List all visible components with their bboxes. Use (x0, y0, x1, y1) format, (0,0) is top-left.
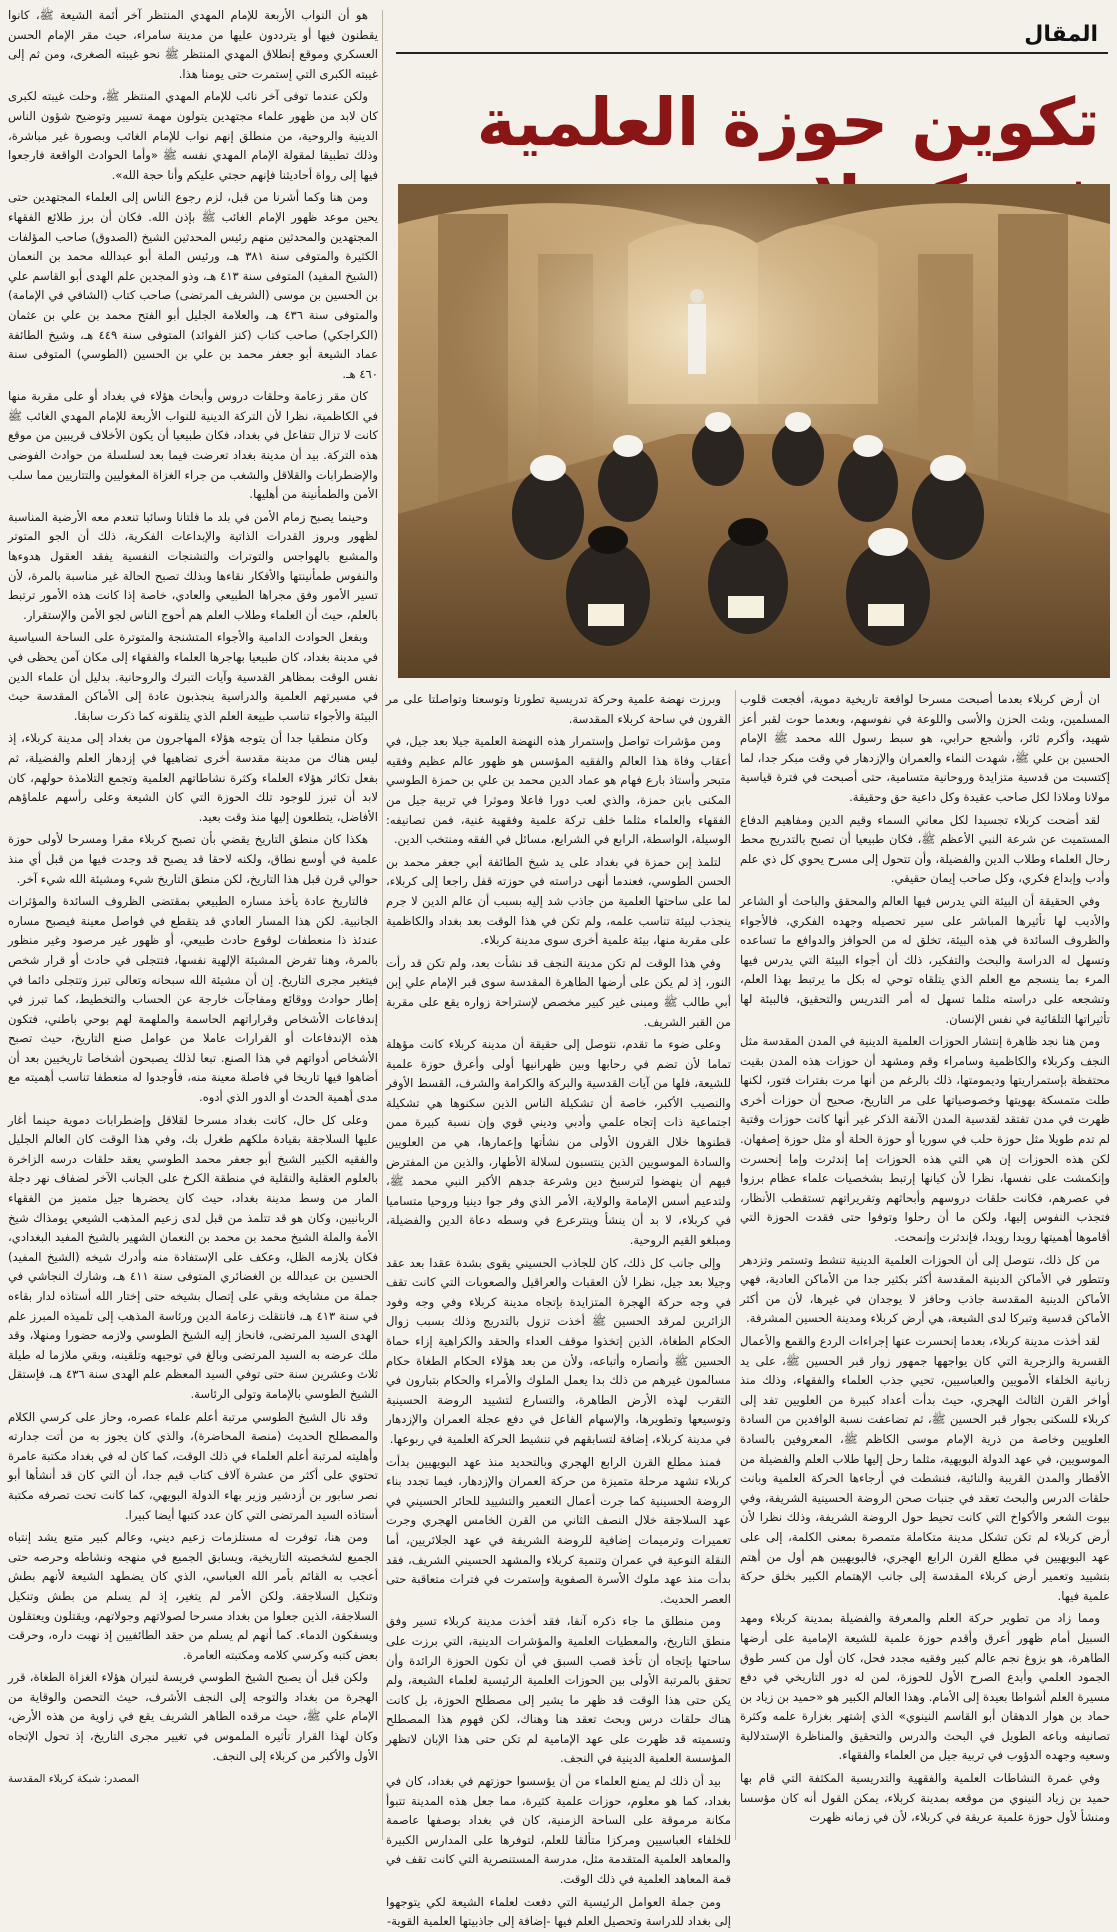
article-paragraph: ومما زاد من تطوير حركة العلم والمعرفة والفضيلة بمدينة كربلاء ومهد السبيل أمام ظهور أعرق وأقدم حوزة علمية للشيعة الإمامية على أرضها الطاهرة، هو بزوغ نجم عالم كبير وفقيه مجدد فحل، كان أول من كسر طوق الجمود العلمي وأبدع الصرح الأول للحوزة، لمن له دور التاريخي في دفع مسيرة العلم أشواطا بعيدة إلى الأمام. وهذا العالم الكبير هو «حميد بن زياد بن حماد بن هوار الدهقان أبو القاسم النينوي» الذي إشتهر بغزارة علمه وكثرة تصانيفه وباعه الطويل في البحث والدرس والتحقيق والمناظرة الإستدلالية وسعيه وجهده الدؤوب في تربية جيل من العلماء والفقهاء. (740, 1611, 1110, 1763)
article-paragraph: فمنذ مطلع القرن الرابع الهجري وبالتحديد منذ عهد البويهيين بدأت كربلاء تشهد مرحلة متميزة من حركة العمران والإزدهار، فيما تجدد بناء الروضة الحسينية كما جرت أعمال التعمير والتشييد للحائر الحسيني في عهد السلاجقة خلال النصف الثاني من القرن الخامس الهجري وجرت تعميرات وترميمات إضافية للروضة الشريفة في عهد الجلائريين، أما النقلة النوعية في عمران وتنمية كربلاء والمشهد الحسيني الشريف، فقد بدأت منذ عهد ملوك الأسرة الصفوية وإستمرت في فترات متعاقبة حتى العصر الحديث. (386, 1454, 731, 1606)
article-paragraph: لتلمذ إبن حمزة في بغداد على يد شيخ الطائفة أبي جعفر محمد بن الحسن الطوسي، فعندما أنهى دراسته في حوزته قفل راجعا إلى كربلاء، لما على ساحتها العلمية من جاذب شد إليه بسبب أن عالم الدين لا جرم ينجذب لبيئة تناسب علمه، ولم تكن في هذا الوقت بعد بغداد والكاظمية على مقربة منها، بيئة علمية أخرى سوى مدينة كربلاء. (386, 854, 731, 948)
article-paragraph: وفي هذا الوقت لم تكن مدينة النجف قد نشأت بعد، ولم تكن قد رأت النور، إذ لم يكن على أرضها الطاهرة المقدسة سوى قبر الإمام علي إبن أبي طالب ﷺ ومبنى غير كبير مخصص لإستراحة زواره يقع على مقربة من القبر الشريف. (386, 955, 731, 1029)
article-paragraph: وبفعل الحوادث الدامية والأجواء المتشنجة والمتوترة على الساحة السياسية في مدينة بغداد، كان طبيعيا بهاجرها العلماء والفقهاء إلى مكان آمن يحظى في نفس الوقت بمظاهر القدسية وآيات التبرك والروحانية. بدليل أن علماء الدين في مسيرتهم العلمية والدراسية ينجذبون عادة إلى الأماكن المقدسة حيث البيئة والأجواء تناسب طبيعة العلم الذي يتلقونه كما ذكرت سابقا. (8, 630, 378, 723)
article-paragraph: لقد أضحت كربلاء تجسيدا لكل معاني السماء وقيم الدين ومفاهيم الدفاع المستميت عن شرعة النبي الأعظم ﷺ، فكان طبيعيا أن تصبح بالتدريج محط رحال العلماء وطلاب الدين والفضيلة، وأن تتحول إلى مسرح يحوي كل ذي علم وأدب وإبداع فكري، وكل صاحب إيمان حقيقي. (740, 812, 1110, 886)
article-paragraph: وإلى جانب كل ذلك، كان للجاذب الحسيني يقوى بشدة عقدا بعد عقد وجيلا بعد جيل، نظرا لأن العقبات والعراقيل والصعوبات التي كانت تقف في وجه حركة الهجرة المتزايدة بإتجاه مدينة كربلاء وفي وجه وفود الزائرين لمرقد الحسين ﷺ أخذت تزول بالتدريج وذلك بسبب زوال الحكام الطغاة، الذين إتخذوا موقف العداء والحقد والكراهية إزاء حماة الحسين ﷺ وأنصاره وأتباعه، ولأن من بعد هؤلاء الحكام الطغاة حكام مسالمون غيرهم من ذلك بدا يعمل الملوك والأمراء والحكام بتبارون في التقرب لهذه الأرض الطاهرة، والتسارع لتشييد الروضة الحسينية وتوسيعها وتطويرها، والإسهام الفاعل في دفع عجلة العمران والإزدهار في مدينة كربلاء، إضافة لتسابقهم في تنشيط الحركة العلمية في ربوعها. (386, 1255, 731, 1446)
article-paragraph: ولكن قبل أن يصبح الشيخ الطوسي فريسة لنيران هؤلاء الغزاة الطغاة، قرر الهجرة من بغداد والتوجه إلى النجف الأشرف، حيث التحصن والوقاية من الإمام علي ﷺ، حيث مرقده الطاهر الشريف يقع في زاوية من هذه الأرض، وكان لهذا القرار تأثيره الملموس في تغيير مجرى التاريخ، إذ تحول الإتجاه الأول والأكبر من كربلاء إلى النجف. (8, 1670, 378, 1763)
article-title: تكوين حوزة العلمية (476, 84, 1100, 161)
article-paragraph: وفي الحقيقة أن البيئة التي يدرس فيها العالم والمحقق والباحث أو الشاعر والأديب لها تأثيرها المباشر على سير تحصيله وجهده الفكري، فالأجواء والظروف السائدة في هذه البيئة، تخلق له من الحوافز والدوافع ما تساعده وتسهل له الدراسة والبحث والتفكير، ذلك أن أجواء البيئة التي يدرس فيها المرء بما ينسجم مع العلم الذي يتلقاه توحي له بكل ما يرتبط بهذا العلم، وتشجعه على دراسته مثلما تسهل له أمر التدريس والتحقيق، فالبيئة لها تأثيراتها التلقائية في نفس الإنسان. (740, 893, 1110, 1026)
article-paragraph: ومن منطلق ما جاء ذكره آنفا، فقد أخذت مدينة كربلاء تسير وفق منطق التاريخ، والمعطيات العلمية والمؤشرات الدينية، التي برزت على ساحتها بإتجاه أن تأخذ قصب السبق في أن تكون الحوزة الرائدة وأن تحقق بالمرتبة الأولى بين الحوزات العلمية الرئيسية لعلماء الشيعة، ولم يكن حتى هذا الوقت قد ظهر ما يشير إلى مصطلح الحوزة، بل كانت هناك حلقات درس وبحث تعقد هنا وهناك، لكن فهوم هذا المصطلح وتسميته قد ظهرت على عهد الإمامية لم تكن حتى هذا الإبان لاتظهر المؤسسة العلمية الدينية في النجف. (386, 1614, 731, 1766)
article-paragraph: وبرزت نهضة علمية وحركة تدريسية تطورتا وتوسعتا وتواصلتا على مر القرون في ساحة كربلاء المقدسة. (386, 692, 731, 726)
article-paragraph: هكذا كان منطق التاريخ يقضي بأن تصبح كربلاء مقرا ومسرحا لأولى حوزة علمية في أوسع نطاق، ولكنه لاحقا قد يصبح قد وجدت فيها من قبل أي منذ حوالي قرن قبل هذا التاريخ، لكن منطق التاريخ شيء ومشيئة الله شيء آخر. (8, 832, 378, 886)
article-paragraph: بيد أن ذلك لم يمنع العلماء من أن يؤسسوا حوزتهم في بغداد، كان في بغداد، كما هو معلوم، حوزات علمية كثيرة، مما جعل هذه المدينة تتبوأ مكانة مرموقة على الساحة الزمنية، كان في بغداد بوصفها عاصمة للخلفاء العباسيين ومركزا متألقا للعلم، لتوفرها على المدارس الكبيرة والمعاهد العلمية المتقدمة مثل، مدرسة المستنصرية التي كانت تقف في قمة المعاهد العلمية في ذلك الوقت. (386, 1774, 731, 1887)
article-header (396, 22, 1108, 172)
article-paragraph: هو أن النواب الأربعة للإمام المهدي المنتظر آخر أئمة الشيعة ﷺ، كانوا يقطنون فيها أو يترددون عليها من مدينة سامراء، حيث مقر الإمام الحسن العسكري وموقع إنطلاق المهدي المنتظر ﷺ نحو غيبته الصغرى، ومن ثم إلى غيبته الكبرى التي إستمرت حتى يومنا هذا. (8, 8, 378, 81)
article-paragraph: ان أرض كربلاء بعدما أصبحت مسرحا لواقعة تاريخية دموية، أفجعت قلوب المسلمين، وبثت الحزن والأسى واللوعة في نفوسهم، وبعدما حوت لقبر أعز شهيد، وأكرم ثائر، وأشجع حرابي، هو سبط رسول الله محمد ﷺ الإمام الحسين بن علي ﷺ، شهدت النماء والعمران والإزدهار في وقت مبكر جدا، لما إكتسبت من قدسية متزايدة وروحانية متسامية، حتى أصبحت في فترة قياسية مولانا وملاذا لكل صاحب عقيدة وكل داعية حق وحقيقة. (740, 692, 1110, 804)
article-column-middle (386, 690, 731, 1929)
article-paragraph: كان مقر زعامة وحلقات دروس وأبحاث هؤلاء في بغداد أو على مقربة منها في الكاظمية، نظرا لأن التركة الدينية للنواب الأربعة للإمام المهدي الغائب ﷺ كانت لا تزال تتفاعل في بغداد، فكان طبيعيا أن يكون الأخلاف قريبين من موقع هذه التركة. بيد أن مدينة بغداد تعرضت فيما بعد لسلسلة من حوادث الفوضى والإضطرابات والقلاقل والشغب من جراء الغزاة المغوليين والتتاريين مما سلب الأمن والطمأنينة من أهليها. (8, 389, 378, 502)
article-paragraph: ومن هنا نجد ظاهرة إنتشار الحوزات العلمية الدينية في المدن المقدسة مثل النجف وكربلاء والكاظمية وسامراء وقم ومشهد أن حوزات هذه المدن بقيت محتفظة بإستمراريتها وديمومتها، ذلك بالرغم من أنها مرت بفترات فتور، لكنها طلت متمسكة بهويتها وخصوصياتها على مر التاريخ، صحيح أن حوزات أخرى ظهرت في مدن تفتقد لقدسية المدن الآنفة الذكر غير أنها كانت حوزات وقتية لم تدم طويلا مثل حوزة حلب في سوريا أو حوزة الحلة أو مثل حوزة إصفهان. لكن هذه الحوزات إن هي التي هذه الحوزات إما إندثرت وإما إنحسرت وإنكمشت على نفسها، نظرا لأن كيانها إرتبط بشخصيات علماء عظام برزوا في عصرهم، فكانت حلقات دروسهم وأبحاثهم وتقريراتهم تستقطب الأنظار، فتجذب النفوس إليها، ولكن ما أن رحلوا وتوفوا حتى فقدت الحوزة التي أقاموها أهميتها رويدا رويدا، فإندثرت وإنمحت. (740, 1034, 1110, 1245)
column-divider (382, 10, 383, 1840)
article-column-right (740, 690, 1110, 1840)
section-label-bar (396, 22, 1108, 54)
article-paragraph: وفي غمرة النشاطات العلمية والفقهية والتدريسية المكثفة التي قام بها حميد بن زياد النينوي من موقعه بمدينة كربلاء، يمكن القول أنه كان مؤسسا ومنشأ لأول حوزة علمية عريقة في كربلاء، لأن في زمانه ظهرت (740, 1771, 1110, 1825)
article-paragraph: ولكن عندما توفى آخر نائب للإمام المهدي المنتظر ﷺ، وحلت غيبته لكبرى كان لابد من ظهور علماء مجتهدين يتولون مهمة تسيير وتوضيح شؤون الناس الدينية والروحية، من منطلق إنهم نواب للإمام الغائب وبصورة غير مباشرة، وذلك تطبيقا لمقولة الإمام المهدي نفسه ﷺ «وأما الحوادث الواقعة فارجعوا فيها إلى رواة أحاديثنا فإنهم حجتي عليكم وأنا حجة الله». (8, 89, 378, 182)
article-paragraph: وحينما يصبح زمام الأمن في بلد ما فلتانا وسائبا تنعدم معه الأرضية المناسبة لظهور وبروز القدرات الذاتية والإبداعات الفكرية، ذلك أن الجو المتوتر والمشبع بالهواجس والتوترات والتشنجات النفسية يفقد العقول هدوءها والنفوس طمأنينتها والأفكار نقاءها وبذلك تصبح الحالة غير مناسبة بالمرة، لأن تسير الأمور وفق مجراها الطبيعي والعادي، خاصة إذا كانت هذه الأمور ترتبط بالعلم، حيث أن العلماء وطلاب العلم هم أحوج الناس لجو الأمن والإستقرار. (8, 509, 378, 622)
article-paragraph: وعلى كل حال، كانت بغداد مسرحا لقلاقل وإضطرابات دموية حينما أغار عليها السلاجقة بقيادة ملكهم طغرل بك، وفي هذا الوقت كان العالم الجليل والفقيه الكبير الشيخ أبو جعفر محمد الطوسي يعقد حلقات درسه الزاخرة بالعلوم العقلية والنقلية في منطقة الكرخ على الجانب الآخر لضفاف نهر دجلة المار من وسط مدينة بغداد، حيث كان يحضرها جيل متميز من الفقهاء الربانيين، وكان هو قد تتلمذ من قبل لدى زعيم المذهب الشيعي يومذاك شيخ الأمة والملة الشيخ محمد بن محمد بن النعمان الشهير بالشيخ المفيد البغدادي، فكان يلازمه الظل، وعكف على الإستفادة منه وأدرك شيخه (الشيخ المفيد) الحسين بن عبدالله بن الغضائري المتوفى سنة ٤١١ هـ، وشارك النجاشي في جملة من مشايخه وبقي على إتصال بشيخه حتى إختار الله أستاذه لدار بقاءه في سنة ٤١٣ هـ، فانتقلت زعامة الدين ورئاسة المذهب إلى تلميذه المبرز علم الهدى السيد المرتضى، فانحاز إليه الشيخ الطوسي ولازمه حضورا ومنهلا، وقد ملك عرضه به السيد المرتضى وبالغ في توجيهه وتلقينه، وبقي ملازما له طيلة ثلاث وعشرين سنة حتى توفي السيد المعظم علم الهدى سنة ٤٣٦ هـ، فإستقل الشيخ الطوسي بالإمامة وتولى الرئاسة. (8, 1112, 379, 1401)
source-credit: المصدر: شبكة كربلاء المقدسة (8, 1773, 140, 1786)
section-label: المقال (1024, 22, 1098, 47)
article-paragraph: فالتاريخ عادة يأخذ مساره الطبيعي بمقتضى الظروف السائدة والمؤثرات الجانبية. لكن هذا المسار العادي قد يتقطع في فواصل معينة فيصبح مساره عندئذ ذا منعطفات لوقوع حادث طبيعي، أو ظهور غير مرصود وغير منظور بالمرة، وهنا تفرض المشيئة الإلهية نفسها، فتتجلى في حادث أو قرار شخص فيتغير مجرى التاريخ. إن أن مشيئة الله سبحانه وتعالى تبرز وتتجلى دائما في إطار حوادث ووقائع ومفاجآت خارجة عن الحساب والتخطيط، كما تبرز في إندفاعات الأشخاص وقراراتهم الحاسمة والملهمة لهم بوحي باطني، فتكون هذه الإندفاعات أو القرارات عاملا من عوامل صنع التاريخ، حيث تصبح الأشخاص أدواتهم في هذا الصنع. تبعا لذلك يصبحون أشخاصا تاريخيين بعد أن أضاهوا فيها تاريخا في فاصلة معينة منه، فأوجدوا له منعطفا تناسب أهميته مع مدى أهمية الحدث أو الدور الذي أدوه. (8, 894, 378, 1105)
article-paragraph: وكان منطقيا جدا أن يتوجه هؤلاء المهاجرون من بغداد إلى مدينة كربلاء، إذ ليس هناك من مدينة مقدسة أخرى تضاهيها في إزدهار العلم والفضيلة، ثم بفعل تكاثر هؤلاء العلماء وكثرة نشاطاتهم العلمية وتجمع التلامذة حولهم، كان لابد أن تبرز للوجود تلك الحوزة التي كان الشيعة وعلى رأسهم علماؤهم الأفاضل، يتطلعون إليها منذ وقت بعيد. (8, 731, 378, 824)
article-paragraph: ومن هنا، توفرت له مستلزمات زعيم ديني، وعالم كبير متبع يشد إنتباه الجميع لشخصيته التاريخية، ويسابق الجميع في منهجه ونشاطه وحرصه حتى أعجب به القائم بأمر الله العباسي، الذي كان يضطهد الشيعة لأنهم بطش وتنكيل السلاجقة. ولكن الأمر لم يتغير، إذ لم يسلم من بطش وتنكيل السلاجقة، الذين جعلوا من بغداد مسرحا لصولاتهم وجولاتهم، ويقتلون ويعتقلون ويسفكون الدماء. كما أنهم لم يسلم من حقد الطائفيين إذ نهبت داره، وحرقت بعض كتبه وكرسي كلامه ومكتبته العامرة. (8, 1530, 378, 1662)
article-column-left (8, 6, 378, 1842)
article-paragraph: وقد نال الشيخ الطوسي مرتبة أعلم علماء عصره، وحاز على كرسي الكلام والمصطلح الحديث (منصة المحاضرة)، والذي كان يجوز به من أتت جدارته وأهليته لمرتبة أعلم العلماء في ذلك الوقت، كما كان له في بغداد مكتبة عامرة تحتوي على أكثر من عشرة آلاف كتاب قيم جدا، أن التي كان قد أنشأها أبو نصر سابور بن أزدشير وزير بهاء الدولة البويهي، كما كانت تحت تصرفه مكتبة أستاذه السيد المرتضى التي كان عدد كتبها أيضا كبيرا. (8, 1409, 378, 1522)
article-paragraph: ومن مؤشرات تواصل وإستمرار هذه النهضة العلمية جيلا بعد جيل، في أعقاب وفاة هذا العالم والفقيه المؤسس هو ظهور عالم عظيم وفقيه متبحر وأستاذ بارع فهام هو عماد الدين محمد بن علي بن حمزة الطوسي المكنى بابن حمزة، والذي لعب دورا فاعلا وموثرا في تربية جيل من الفقهاء والعلماء مثلما خلف تركة علمية وفقهية غنية، فمن تصانيفه: الوسيلة، الواسطة، الرابع في الشرايع، مسائل في الفقه ومنتخب الدين. (386, 734, 731, 847)
article-paragraph: من كل ذلك، نتوصل إلى أن الحوزات العلمية الدينية تنشط وتستمر وتزدهر وتتطور في الأماكن الدينية المقدسة أكثر بكثير جدا من الأماكن العادية، فهي الأماكن الدينية المقدسة جاذب وحافز لا يوجدان في غيرها، لأن من أكثر الأماكن قدسية وتبركا لدى الشيعة، هي أرض كربلاء ومدينة الحسين المشرفة. (740, 1252, 1110, 1326)
article-paragraph: وعلى ضوء ما تقدم، نتوصل إلى حقيقة أن مدينة كربلاء كانت مؤهلة تماما لأن تضم في رحابها وبين ظهرانيها أولى وأعرق حوزة علمية للشيعة، فلها من آيات القدسية والبركة والكرامة والشرف، القسط الأوفر والنصيب الأكبر، خاصة أن تشكيلة الناس الذين سكنوها هي تشكيلة اجتماعية ذات إتجاه علمي وأدبي وديني قوي وإن نسبة كبيرة ممن قطنوها خلال القرون الأولى من نشأتها وإعمارها، هي من العلويين والسادة الموسويين الذين ينتسبون لسلالة الأطهار، والذين من المفترض فيهم أن ينهضوا لترسيخ دين وشرعة جدهم الأكبر النبي محمد ﷺ، ولتدعيم أسس الإمامة والولاية، الأمر الذي وفر جوا دينيا وروحيا متساميا في كربلاء، لا بد أن ينشأ وينترعرع في وسطه دعاة الدين والفضيلة، ومبلغو القيم الروحية. (386, 1037, 731, 1248)
article-paragraph: ومن جملة العوامل الرئيسية التي دفعت لعلماء الشيعة لكي يتوجهوا إلى بغداد للدراسة وتحصيل العلم فيها -إضافة إلى جاذبيتها العلمية القوية- (386, 1894, 731, 1929)
students-circle-photo (398, 184, 1110, 678)
column-divider (735, 690, 736, 1840)
article-paragraph: ومن هنا وكما أشرنا من قبل، لزم رجوع الناس إلى العلماء المجتهدين حتى يحين موعد ظهور الإمام الغائب ﷺ بإذن الله. فكان أن برز طلائع الفقهاء المجتهدين والمحدثين منهم رئيس المحدثين الشيخ (الصدوق) صاحب المؤلفات الكثيرة والمتوفى سنة ٣٨١ هـ، ورئيس الملة أبو عبدالله محمد بن النعمان (الشيخ المفيد) المتوفى سنة ٤١٣ هـ، وذو المجدين علم الهدى أبو القاسم علي بن الحسين بن موسى (الشريف المرتضى) صاحب كتاب (الشافي في الإمامة) والمتوفى سنة ٤٣٦ هـ، والعلامة الجليل أبو الفتح محمد بن علي بن عثمان (الكراجكي) صاحب كتاب (كنز الفوائد) المتوفى سنة ٤٤٩ هـ، وشيخ الطائفة عماد الشيعة أبو جعفر محمد بن علي بن الحسين (الطوسي) المتوفى سنة ٤٦٠ هـ. (8, 190, 379, 381)
article-paragraph: لقد أخذت مدينة كربلاء، بعدما إنحسرت عنها إجراءات الردع والقمع والأعمال القسرية والزجرية التي كان يواجهها جمهور زوار قبر الحسين ﷺ، على يد زبانية الخلفاء الأمويين والعباسيين، تحيي جذب العلماء والفقهاء، وذلك منذ أواخر القرن الثالث الهجري، حيث بدأت أعداد كبيرة من العلويين تفد إلى كربلاء للسكنى بجوار قبر الحسين ﷺ، ثم تضاعفت نسبة الوافدين من السادة العلويين وخاصة من ذرية الإمام موسى الكاظم ﷺ، المعروفين بالسادة الموسويين، في عهد الدولة البويهية، مثلما رحل إليها طلاب العلم والفضيلة من الأقطار والمدن القريبة والنائية، فنشطت في أرجاءها الحركة العلمية وبانت حلقات الدرس والبحث تعقد في جنبات صحن الروضة الحسينية الشريفة، وفي بيوت الشعر والأكواخ التي كانت تحيط حول الروضة الشريفة، وذلك نظرا لأن أرض كربلاء لم تكن تشكل مدينة متكاملة متمصرة بمعنى الكلمة، إلى على عهد البويهيين في مطلع القرن الرابع الهجري، فالبويهيين هم أول من أهتم بتشييد وتعمير أرض كربلاء المقدسة إلى جانب الإهتمام الكبير بخلق حركة علمية فيها. (740, 1334, 1110, 1603)
